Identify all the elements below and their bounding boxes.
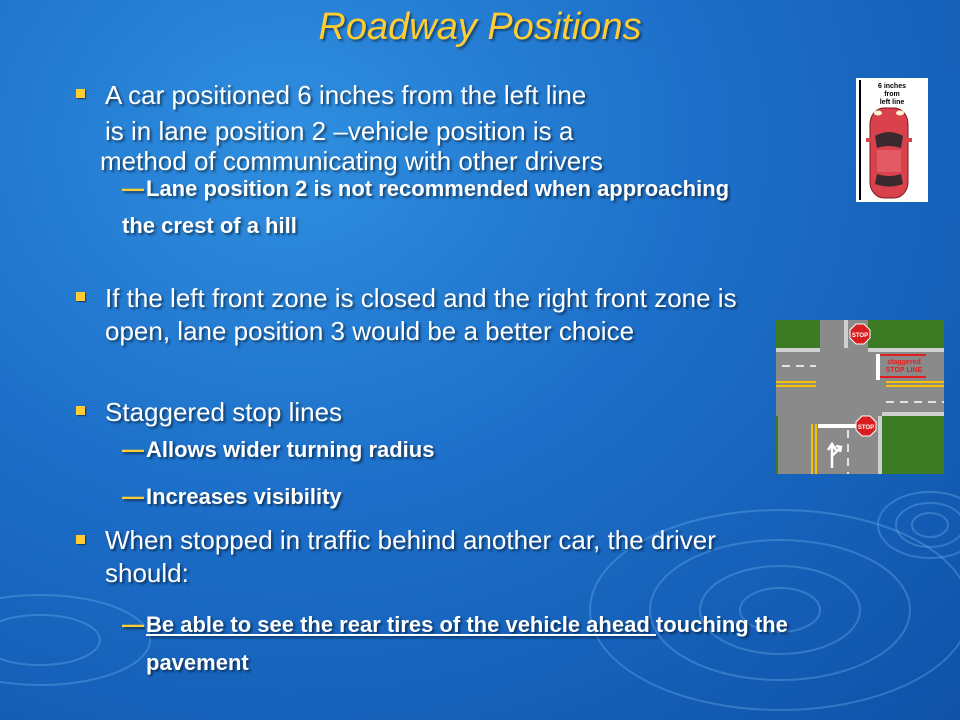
sub-bullet-lane-line-1: Lane position 2 is not recommended when approaching — [146, 176, 730, 201]
sub-bullet-rear-tires-rest: touching the — [655, 612, 788, 637]
bullet-4-line-2: should: — [105, 558, 189, 588]
sub-bullet-turning-text: Allows wider turning radius — [146, 437, 435, 462]
sub-bullet-rear-tires-underlined: Be able to see the rear tires of the vehicle ahead — [146, 612, 656, 637]
sub-bullet-lane-line-2: the crest of a hill — [122, 213, 297, 238]
slide-title: Roadway Positions — [318, 6, 642, 48]
dash-marker: — — [122, 437, 144, 462]
sub-bullet-turning — [122, 437, 434, 463]
sub-bullet-pavement: pavement — [146, 650, 249, 675]
sub-bullet-rear-tires — [122, 612, 788, 638]
car-lane-position-diagram — [856, 78, 928, 202]
stop-sign-text: STOP — [851, 333, 869, 339]
stop-sign-icon — [850, 324, 870, 344]
bullet-1-line-3: method of communicating with other drivers — [100, 146, 603, 176]
stop-line-label: STOP LINE — [885, 367, 923, 374]
dash-marker: — — [122, 176, 144, 201]
car-label-line-3: left line — [879, 99, 905, 106]
stop-sign-text: STOP — [857, 425, 875, 431]
staggered-stop-line-intersection-diagram — [776, 320, 944, 474]
bullet-2-line-2: open, lane position 3 would be a better choice — [105, 316, 635, 346]
bullet-1-line-1: A car positioned 6 inches from the left line — [105, 80, 587, 110]
staggered-label: staggered — [887, 359, 921, 366]
bullet-marker — [76, 406, 85, 415]
dash-marker: — — [122, 484, 144, 509]
car-label-line-1: 6 inches — [877, 83, 907, 90]
bullet-marker — [76, 89, 85, 98]
red-car-icon — [866, 108, 912, 198]
car-label-line-2: from — [884, 91, 900, 98]
bullet-marker — [76, 292, 85, 301]
intersection-svg — [776, 320, 944, 474]
dash-marker: — — [122, 612, 144, 637]
bullet-1-line-2: is in lane position 2 –vehicle position is a — [105, 116, 574, 146]
bullet-marker — [76, 535, 85, 544]
bullet-4-line-1: When stopped in traffic behind another car, the driver — [105, 525, 716, 555]
car-diagram-svg — [856, 78, 928, 202]
sub-bullet-visibility — [122, 484, 342, 510]
bullet-2-line-1: If the left front zone is closed and the right front zone is — [105, 283, 737, 313]
sub-bullet-lane-position — [122, 176, 729, 202]
bullet-3-line-1: Staggered stop lines — [105, 397, 343, 427]
stop-sign-icon — [856, 416, 876, 436]
sub-bullet-visibility-text: Increases visibility — [146, 484, 342, 509]
